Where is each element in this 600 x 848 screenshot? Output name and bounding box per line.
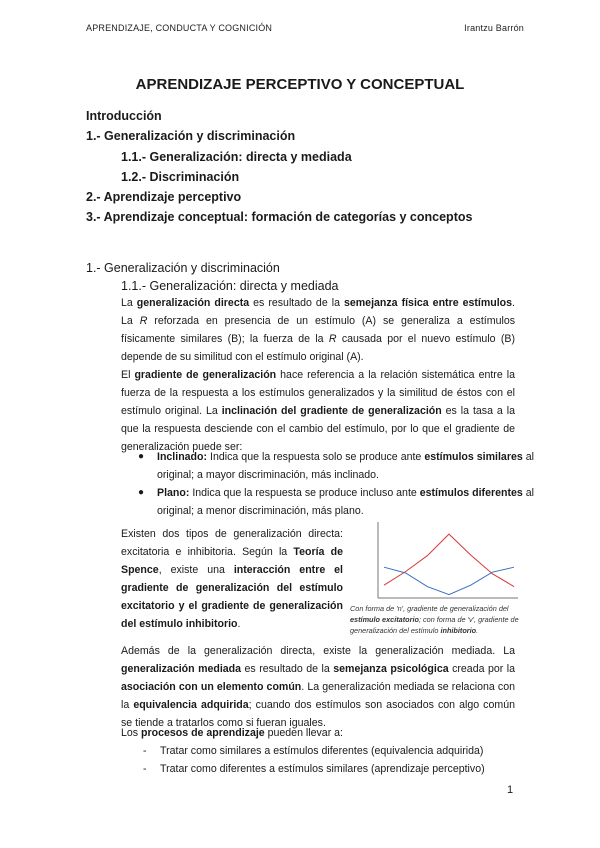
figure-caption: Con forma de 'n', gradiente de generalización del estímulo excitatorio; con forma de 'v', gradiente de generalización del estímulo inhibitorio. <box>350 604 519 635</box>
toc-item: 1.1.- Generalización: directa y mediada <box>121 150 352 164</box>
running-header-left: APRENDIZAJE, CONDUCTA Y COGNICIÓN <box>86 23 273 33</box>
page-number: 1 <box>507 784 514 796</box>
generalization-gradient-chart <box>374 520 520 602</box>
toc-item: 3.- Aprendizaje conceptual: formación de categorías y conceptos <box>86 210 473 224</box>
toc-item: Introducción <box>86 109 162 123</box>
dash-marker: - <box>143 763 147 775</box>
bullet-icon: ● <box>138 487 145 498</box>
paragraph-learning-processes: Los procesos de aprendizaje pueden llevar a: <box>121 727 344 739</box>
paragraph-mediated-generalization: Además de la generalización directa, existe la generalización mediada. La generalización mediada es resultado de la semejanza psicológica creada por la asociación con un elemento común. La generalización mediada se relaciona con la equivalencia adquirida; cuando dos estímulos son asociados con algo común se tiende a tratarlos como si fueran iguales. <box>121 645 515 729</box>
running-header-author: Irantzu Barrón <box>464 23 524 33</box>
section-heading: 1.- Generalización y discriminación <box>86 261 280 275</box>
bullet-icon: ● <box>138 451 145 462</box>
paragraph-spence: Existen dos tipos de generalización directa: excitatoria e inhibitoria. Según la Teoría de Spence, existe una interacción entre el gradiente de generalización del estímulo excitatorio y el gradiente de generalización del estímulo inhibitorio. <box>121 528 344 630</box>
paragraph-direct-generalization: La generalización directa es resultado de la semejanza física entre estímulos. La R reforzada en presencia de un estímulo (A) se generaliza a estímulos físicamente similares (B); la fuerza de la R causada por el nuevo estímulo (B) depende de su similitud con el estímulo original (A). <box>121 297 516 363</box>
bullet-plano: ● Plano: Indica que la respuesta se produce incluso ante estímulos diferentes al original; a menor discriminación, más plano. <box>138 484 534 520</box>
list-item: Tratar como diferentes a estímulos similares (aprendizaje perceptivo) <box>160 763 485 775</box>
toc-item: 1.- Generalización y discriminación <box>86 129 296 143</box>
series-line-inhibitorio <box>384 567 514 594</box>
page-title: APRENDIZAJE PERCEPTIVO Y CONCEPTUAL <box>135 76 465 93</box>
series-line-excitatorio <box>384 534 514 587</box>
list-item: Tratar como similares a estímulos diferentes (equivalencia adquirida) <box>160 745 484 757</box>
bullet-inclinado: ● Inclinado: Indica que la respuesta solo se produce ante estímulos similares al original; a mayor discriminación, más inclinado. <box>138 448 534 484</box>
paragraph-gradient: El gradiente de generalización hace referencia a la relación sistemática entre la fuerza de la respuesta a los estímulos generalizados y la similitud de éstos con el estímulo original. La inclinación del gradiente de generalización es la tasa a la que la respuesta desciende con el cambio del estímulo, por lo que el gradiente de generalización puede ser: <box>121 369 515 453</box>
dash-marker: - <box>143 745 147 757</box>
subsection-heading: 1.1.- Generalización: directa y mediada <box>121 279 339 293</box>
toc-item: 2.- Aprendizaje perceptivo <box>86 190 242 204</box>
toc-item: 1.2.- Discriminación <box>121 170 240 184</box>
